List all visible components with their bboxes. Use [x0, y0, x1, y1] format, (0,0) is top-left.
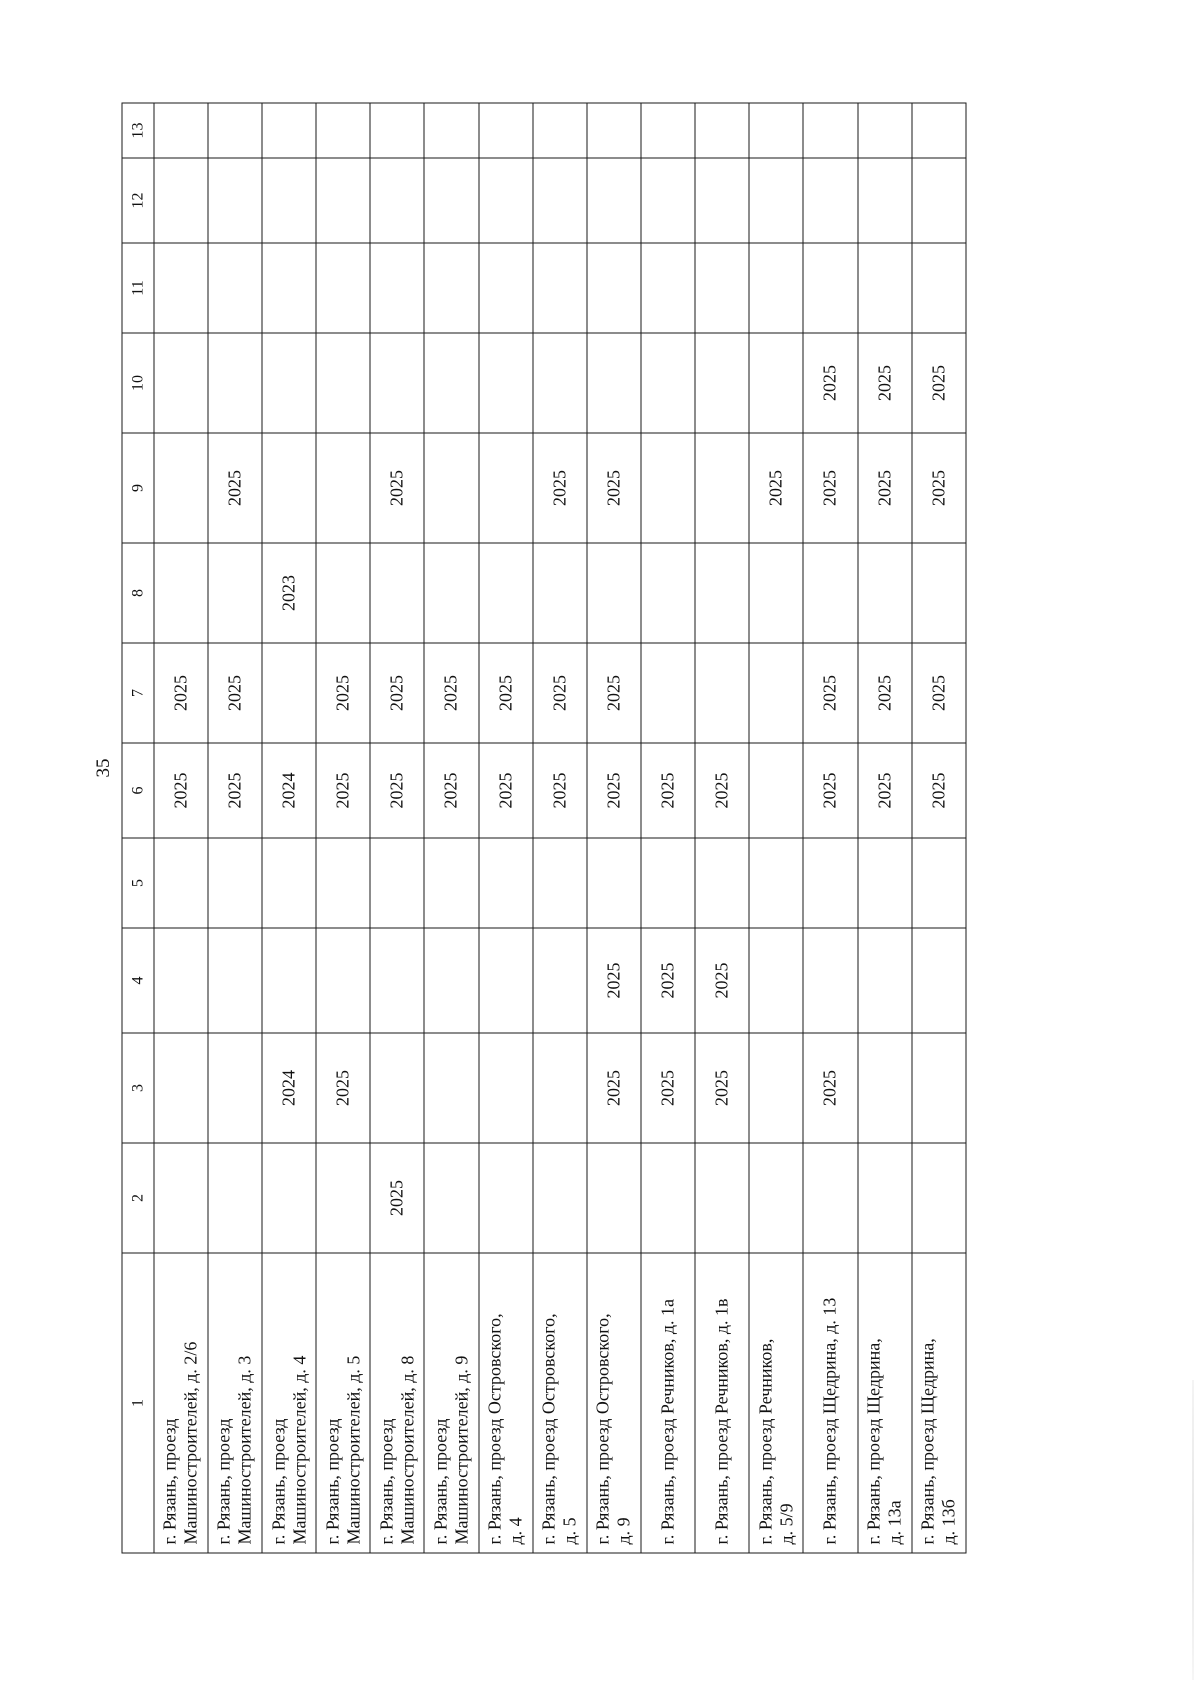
year-cell: 2025 [912, 643, 966, 743]
address-cell [695, 1253, 749, 1553]
year-cell [208, 333, 262, 433]
year-cell [208, 928, 262, 1033]
column-number: 11 [122, 243, 154, 333]
column-number: 3 [122, 1033, 154, 1143]
column-number: 9 [122, 433, 154, 543]
year-cell [316, 543, 370, 643]
year-cell [154, 543, 208, 643]
year-cell [587, 333, 641, 433]
address-cell [208, 1253, 262, 1553]
year-cell [262, 243, 316, 333]
year-cell [803, 103, 857, 158]
year-cell [262, 1143, 316, 1253]
year-cell [424, 928, 478, 1033]
year-cell [912, 103, 966, 158]
year-cell [912, 158, 966, 243]
year-cell: 2025 [154, 643, 208, 743]
year-cell [912, 243, 966, 333]
year-cell [858, 243, 912, 333]
year-cell [370, 838, 424, 928]
year-cell [749, 1033, 803, 1143]
address-line: Машиностроителей, д. 3 [234, 1355, 255, 1545]
year-cell: 2025 [316, 643, 370, 743]
table-row [641, 103, 695, 1553]
address-line: д. 13а [884, 1500, 905, 1545]
year-cell [208, 1033, 262, 1143]
column-number: 5 [122, 838, 154, 928]
address-line: г. Рязань, проезд [376, 1418, 397, 1545]
year-cell [587, 103, 641, 158]
year-cell [587, 158, 641, 243]
year-cell [424, 1033, 478, 1143]
year-cell [587, 243, 641, 333]
year-cell: 2025 [316, 743, 370, 838]
year-cell: 2025 [858, 643, 912, 743]
year-cell: 2025 [479, 643, 533, 743]
year-cell [912, 1143, 966, 1253]
year-cell [424, 158, 478, 243]
year-cell [641, 333, 695, 433]
table-row [858, 103, 912, 1553]
address-line: Машиностроителей, д. 2/6 [180, 1341, 201, 1545]
address-cell [370, 1253, 424, 1553]
year-cell [154, 1143, 208, 1253]
year-cell [370, 103, 424, 158]
year-cell: 2025 [587, 743, 641, 838]
year-cell [641, 643, 695, 743]
year-cell [479, 433, 533, 543]
year-cell: 2025 [316, 1033, 370, 1143]
address-cell [803, 1253, 857, 1553]
address-cell [749, 1253, 803, 1553]
year-cell [316, 103, 370, 158]
address-line: г. Рязань, проезд [322, 1418, 343, 1545]
rotated-table-sheet [122, 114, 967, 1554]
column-number: 8 [122, 543, 154, 643]
table-row [912, 103, 966, 1553]
column-number: 6 [122, 743, 154, 838]
year-cell [533, 103, 587, 158]
year-cell [316, 333, 370, 433]
year-cell [479, 243, 533, 333]
year-cell [803, 158, 857, 243]
address-cell [587, 1253, 641, 1553]
address-line: г. Рязань, проезд Речников, д. 1в [711, 1298, 732, 1545]
year-cell [154, 158, 208, 243]
year-cell [695, 543, 749, 643]
year-cell [587, 838, 641, 928]
table-row [424, 103, 478, 1553]
schedule-table [122, 103, 967, 1554]
year-cell: 2025 [912, 433, 966, 543]
address-cell [316, 1253, 370, 1553]
year-cell [641, 1143, 695, 1253]
year-cell [695, 1143, 749, 1253]
year-cell [424, 433, 478, 543]
address-line: Машиностроителей, д. 9 [451, 1355, 472, 1545]
year-cell: 2025 [803, 743, 857, 838]
year-cell [858, 543, 912, 643]
address-line: д. 13б [938, 1499, 959, 1545]
column-number: 2 [122, 1143, 154, 1253]
year-cell [208, 158, 262, 243]
year-cell [370, 158, 424, 243]
table-row [749, 103, 803, 1553]
year-cell [316, 433, 370, 543]
column-number: 10 [122, 333, 154, 433]
year-cell: 2025 [208, 643, 262, 743]
table-row [695, 103, 749, 1553]
year-cell [749, 743, 803, 838]
year-cell: 2024 [262, 743, 316, 838]
year-cell [262, 158, 316, 243]
scan-edge-mark [1192, 1380, 1194, 1680]
year-cell: 2025 [587, 928, 641, 1033]
year-cell [749, 333, 803, 433]
year-cell [803, 928, 857, 1033]
year-cell [749, 643, 803, 743]
year-cell [424, 838, 478, 928]
year-cell [424, 543, 478, 643]
year-cell [424, 333, 478, 433]
header-row [122, 103, 154, 1553]
year-cell [912, 928, 966, 1033]
year-cell: 2025 [641, 928, 695, 1033]
year-cell [533, 543, 587, 643]
year-cell [154, 928, 208, 1033]
year-cell [316, 928, 370, 1033]
year-cell [479, 103, 533, 158]
year-cell: 2025 [803, 433, 857, 543]
year-cell [479, 928, 533, 1033]
year-cell [641, 103, 695, 158]
address-line: г. Рязань, проезд Щедрина, [863, 1338, 884, 1545]
address-cell [154, 1253, 208, 1553]
year-cell [154, 243, 208, 333]
address-line: г. Рязань, проезд Островского, [484, 1313, 505, 1545]
table-row [262, 103, 316, 1553]
year-cell [479, 838, 533, 928]
year-cell: 2025 [587, 433, 641, 543]
year-cell [858, 158, 912, 243]
address-line: Машиностроителей, д. 4 [289, 1355, 310, 1545]
year-cell [858, 1143, 912, 1253]
year-cell: 2025 [695, 928, 749, 1033]
year-cell [424, 103, 478, 158]
year-cell [587, 543, 641, 643]
year-cell: 2024 [262, 1033, 316, 1143]
address-line: г. Рязань, проезд Щедрина, д. 13 [819, 1297, 840, 1545]
column-number: 7 [122, 643, 154, 743]
year-cell [208, 838, 262, 928]
year-cell [208, 243, 262, 333]
year-cell: 2025 [749, 433, 803, 543]
year-cell: 2025 [587, 643, 641, 743]
column-number: 13 [122, 103, 154, 158]
year-cell [154, 333, 208, 433]
page-number: 35 [93, 758, 114, 778]
year-cell [695, 643, 749, 743]
address-line: г. Рязань, проезд [268, 1418, 289, 1545]
year-cell: 2025 [208, 743, 262, 838]
year-cell: 2025 [695, 743, 749, 838]
address-cell [641, 1253, 695, 1553]
year-cell [479, 1143, 533, 1253]
address-line: г. Рязань, проезд Речников, [755, 1338, 776, 1545]
year-cell: 2025 [479, 743, 533, 838]
year-cell: 2025 [370, 433, 424, 543]
year-cell [262, 838, 316, 928]
address-line: Машиностроителей, д. 8 [397, 1355, 418, 1545]
column-number: 1 [122, 1253, 154, 1553]
year-cell [803, 1143, 857, 1253]
year-cell [533, 838, 587, 928]
year-cell [749, 158, 803, 243]
table-row [316, 103, 370, 1553]
year-cell [533, 333, 587, 433]
year-cell [479, 543, 533, 643]
year-cell: 2025 [858, 333, 912, 433]
year-cell [749, 103, 803, 158]
year-cell [370, 333, 424, 433]
year-cell [641, 158, 695, 243]
year-cell [533, 1143, 587, 1253]
year-cell: 2025 [424, 743, 478, 838]
year-cell [695, 433, 749, 543]
year-cell [424, 243, 478, 333]
address-line: г. Рязань, проезд Щедрина, [917, 1338, 938, 1545]
year-cell [858, 103, 912, 158]
address-cell [424, 1253, 478, 1553]
year-cell [641, 433, 695, 543]
year-cell [316, 1143, 370, 1253]
address-line: г. Рязань, проезд Островского, [538, 1313, 559, 1545]
table-row [533, 103, 587, 1553]
year-cell [749, 928, 803, 1033]
year-cell [749, 1143, 803, 1253]
year-cell [533, 928, 587, 1033]
year-cell [912, 543, 966, 643]
year-cell [154, 1033, 208, 1143]
year-cell: 2025 [641, 1033, 695, 1143]
year-cell [803, 543, 857, 643]
year-cell [370, 543, 424, 643]
year-cell [154, 838, 208, 928]
year-cell [316, 243, 370, 333]
table-row [370, 103, 424, 1553]
year-cell: 2025 [803, 1033, 857, 1143]
year-cell [749, 243, 803, 333]
year-cell [154, 433, 208, 543]
year-cell: 2025 [641, 743, 695, 838]
year-cell [424, 1143, 478, 1253]
table-row [208, 103, 262, 1553]
year-cell [208, 543, 262, 643]
address-line: г. Рязань, проезд Островского, [592, 1313, 613, 1545]
year-cell [262, 433, 316, 543]
year-cell [370, 1033, 424, 1143]
year-cell [912, 1033, 966, 1143]
year-cell [858, 1033, 912, 1143]
year-cell [803, 838, 857, 928]
year-cell: 2025 [370, 1143, 424, 1253]
year-cell [695, 838, 749, 928]
address-line: Машиностроителей, д. 5 [343, 1355, 364, 1545]
year-cell [803, 243, 857, 333]
address-line: д. 4 [505, 1517, 526, 1545]
address-cell [262, 1253, 316, 1553]
year-cell [641, 543, 695, 643]
year-cell [316, 158, 370, 243]
address-cell [858, 1253, 912, 1553]
address-line: д. 9 [613, 1517, 634, 1545]
column-number: 4 [122, 928, 154, 1033]
year-cell: 2025 [370, 643, 424, 743]
year-cell [370, 243, 424, 333]
address-line: г. Рязань, проезд [213, 1418, 234, 1545]
year-cell [641, 838, 695, 928]
year-cell [370, 928, 424, 1033]
year-cell: 2025 [803, 333, 857, 433]
year-cell [316, 838, 370, 928]
address-cell [533, 1253, 587, 1553]
year-cell [695, 333, 749, 433]
year-cell: 2025 [370, 743, 424, 838]
year-cell: 2025 [533, 643, 587, 743]
column-number: 12 [122, 158, 154, 243]
year-cell: 2025 [154, 743, 208, 838]
year-cell: 2025 [858, 743, 912, 838]
year-cell: 2025 [912, 333, 966, 433]
year-cell: 2025 [587, 1033, 641, 1143]
address-cell [479, 1253, 533, 1553]
year-cell [695, 243, 749, 333]
year-cell [208, 103, 262, 158]
year-cell: 2025 [208, 433, 262, 543]
year-cell [695, 103, 749, 158]
year-cell: 2025 [424, 643, 478, 743]
year-cell [533, 1033, 587, 1143]
year-cell [533, 243, 587, 333]
year-cell: 2025 [695, 1033, 749, 1143]
year-cell: 2025 [803, 643, 857, 743]
year-cell [912, 838, 966, 928]
year-cell: 2023 [262, 543, 316, 643]
year-cell [749, 838, 803, 928]
year-cell [533, 158, 587, 243]
year-cell [262, 103, 316, 158]
year-cell [479, 333, 533, 433]
address-line: д. 5 [559, 1517, 580, 1545]
address-cell [912, 1253, 966, 1553]
year-cell [262, 643, 316, 743]
table-row [803, 103, 857, 1553]
address-line: г. Рязань, проезд Речников, д. 1а [657, 1298, 678, 1545]
address-line: г. Рязань, проезд [159, 1418, 180, 1545]
year-cell [154, 103, 208, 158]
year-cell [479, 1033, 533, 1143]
year-cell: 2025 [533, 433, 587, 543]
table-row [587, 103, 641, 1553]
year-cell: 2025 [533, 743, 587, 838]
year-cell [479, 158, 533, 243]
year-cell [695, 158, 749, 243]
year-cell: 2025 [858, 433, 912, 543]
address-line: г. Рязань, проезд [430, 1418, 451, 1545]
year-cell: 2025 [912, 743, 966, 838]
year-cell [858, 838, 912, 928]
year-cell [262, 333, 316, 433]
table-row [154, 103, 208, 1553]
address-line: д. 5/9 [776, 1503, 797, 1545]
year-cell [641, 243, 695, 333]
table-row [479, 103, 533, 1553]
year-cell [262, 928, 316, 1033]
year-cell [749, 543, 803, 643]
year-cell [208, 1143, 262, 1253]
year-cell [587, 1143, 641, 1253]
year-cell [858, 928, 912, 1033]
